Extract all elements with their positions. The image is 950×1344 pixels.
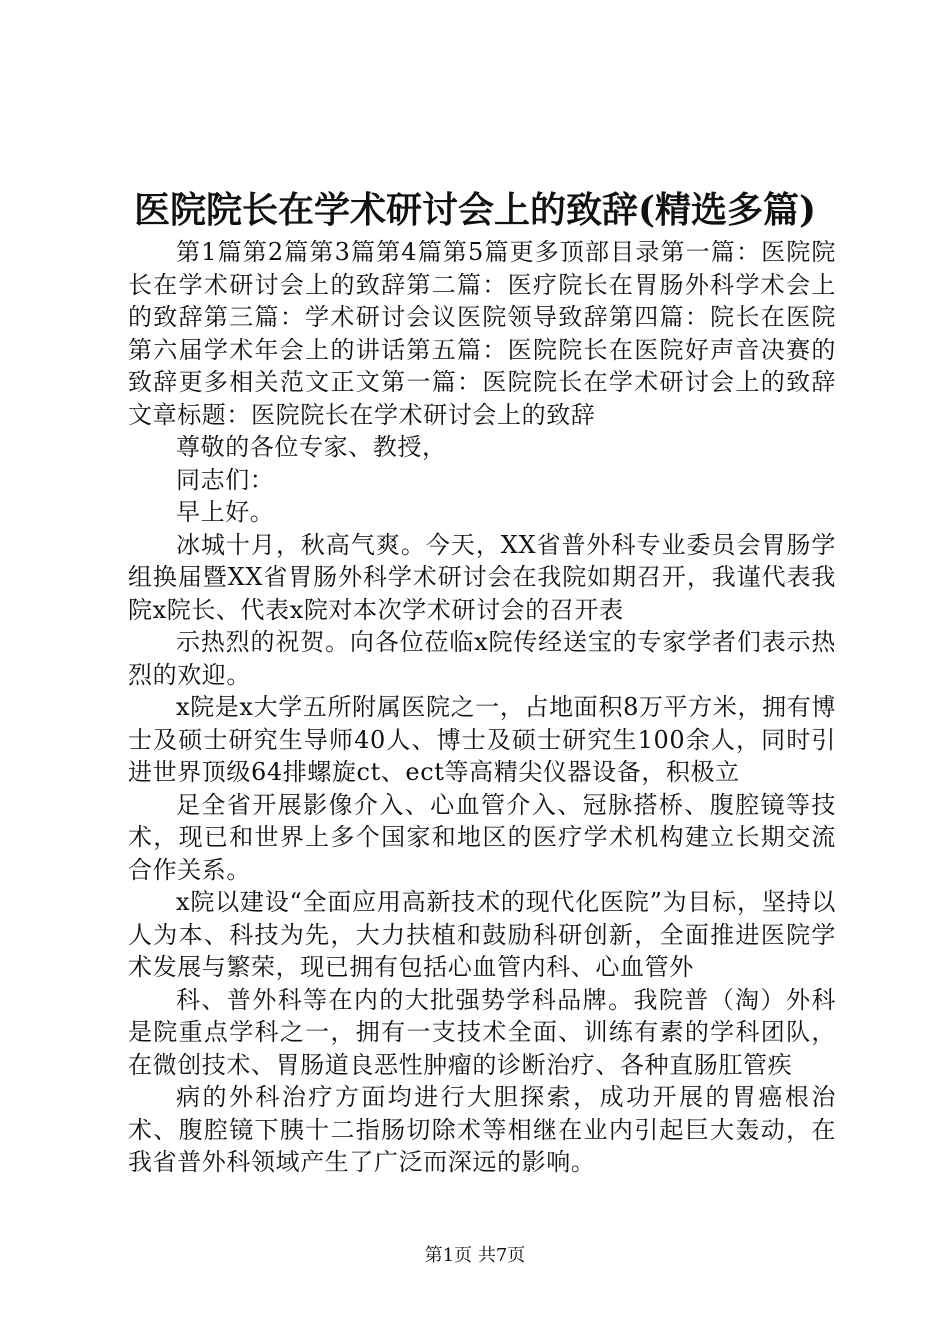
page-number-footer: 第1页 共7页 bbox=[424, 1245, 526, 1266]
paragraph-disciplines: 科、普外科等在内的大批强势学科品牌。我院普（淘）外科是院重点学科之一，拥有一支技术全面、训练有素的学科团队，在微创技术、胃肠道良恶性肿瘤的诊断治疗、各种直肠肛管疾 bbox=[128, 985, 836, 1079]
paragraph-goals: x院以建设“全面应用高新技术的现代化医院”为目标，坚持以人为本、科技为先，大力扶植和鼓励科研创新，全面推进医院学术发展与繁荣，现已拥有包括心血管内科、心血管外 bbox=[128, 888, 836, 981]
paragraph-greeting: 早上好。 bbox=[176, 498, 275, 526]
paragraph-salutation: 尊敬的各位专家、教授， bbox=[176, 433, 447, 461]
document-title: 医院院长在学术研讨会上的致辞(精选多篇) bbox=[133, 189, 817, 231]
paragraph-welcome: 示热烈的祝贺。向各位莅临x院传经送宝的专家学者们表示热烈的欢迎。 bbox=[128, 628, 836, 689]
paragraph-hospital-intro: x院是x大学五所附属医院之一，占地面积8万平方米，拥有博士及硕士研究生导师40人、博士及硕士研究生100余人，同时引进世界顶级64排螺旋ct、ect等高精尖仪器设备，积极立 bbox=[128, 693, 836, 786]
paragraph-comrades: 同志们： bbox=[176, 465, 275, 494]
paragraph-opening: 冰城十月，秋高气爽。今天，XX省普外科专业委员会胃肠学组换届暨XX省胃肠外科学术研讨会在我院如期召开，我谨代表我院x院长、代表x院对本次学术研讨会的召开表 bbox=[128, 530, 836, 624]
paragraph-achievements: 病的外科治疗方面均进行大胆探索，成功开展的胃癌根治术、腹腔镜下胰十二指肠切除术等相继在业内引起巨大轰动，在我省普外科领域产生了广泛而深远的影响。 bbox=[128, 1083, 836, 1176]
paragraph-table-of-contents: 第1篇第2篇第3篇第4篇第5篇更多顶部目录第一篇：医院院长在学术研讨会上的致辞第二篇：医疗院长在胃肠外科学术会上的致辞第三篇：学术研讨会议医院领导致辞第四篇：院长在医院第六届学术年会上的讲话第五篇：医院院长在医院好声音决赛的致辞更多相关范文正文第一篇：医院院长在学术研讨会上的致辞文章标题：医院院长在学术研讨会上的致辞 bbox=[128, 238, 836, 429]
document-body bbox=[128, 236, 836, 1179]
paragraph-technology: 足全省开展影像介入、心血管介入、冠脉搭桥、腹腔镜等技术，现已和世界上多个国家和地区的医疗学术机构建立长期交流合作关系。 bbox=[128, 790, 836, 884]
